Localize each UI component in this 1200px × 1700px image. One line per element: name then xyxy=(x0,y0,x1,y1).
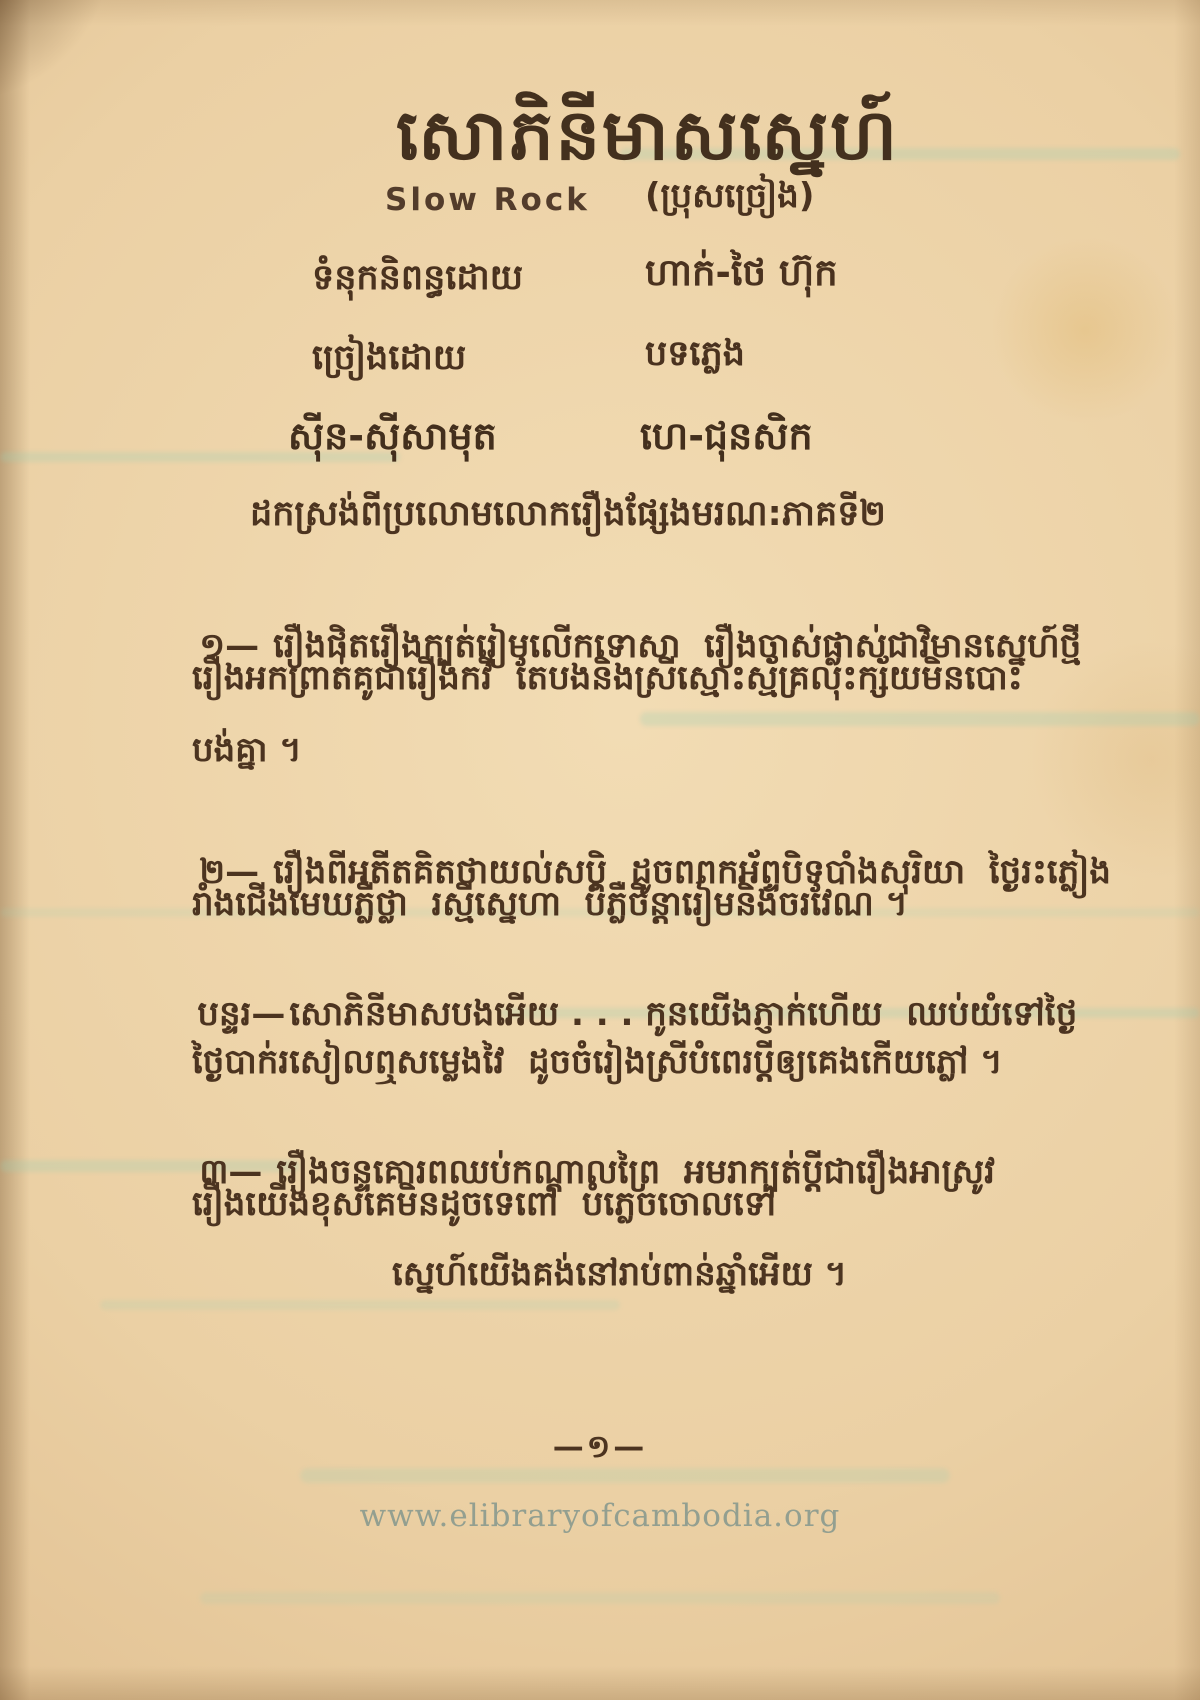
chorus-marker: បន្ទរ— xyxy=(197,994,286,1034)
verse3-line2: រឿងយើងខុសគេមិនដូចទេពៅ បំភ្លេចចោលទៅ xyxy=(192,1184,777,1224)
verse2-line2: រាំងជើងមេឃភ្លឺថ្លា រស្មីស្នេហា បំភ្លឺចិន្តារៀមនិងចរវែណ ។ xyxy=(192,884,908,924)
melody-by-name: ហេ-ជុនសិក xyxy=(640,414,813,458)
scan-streak xyxy=(640,712,1200,726)
verse2-marker: ២— xyxy=(199,852,260,892)
sung-by-label: ច្រៀងដោយ xyxy=(312,338,467,378)
closing-line: ស្នេហ៍យើងគង់នៅរាប់ពាន់ឆ្នាំអើយ ។ xyxy=(392,1254,848,1294)
verse1-marker: ១— xyxy=(199,626,260,666)
page-title: សោភិនីមាសស្នេហ៍ xyxy=(396,93,899,176)
page-number: —១— xyxy=(552,1429,648,1465)
singer-note: (ប្រុសច្រៀង) xyxy=(645,176,815,216)
verse2-line1-text: រឿងពីអតីតគិតថាយល់សប្ដិ ដូចពពកអ័ព្ទបិទបាំងសុរិយា ថ្ងៃរះភ្លៀង xyxy=(273,852,1112,892)
verse3-line1-text: រឿងចន្ទគោរពឈប់កណ្ដាលព្រៃ អមរាក្បត់ប្ដីជារឿងអាស្រូវ xyxy=(276,1152,995,1192)
verse1-line3: បង់គ្នា ។ xyxy=(192,730,302,770)
composer-name: ហាក់-ថៃ ហ៊ុក xyxy=(645,251,838,294)
verse3-marker: ៣— xyxy=(199,1152,263,1192)
verse1-line1-text: រឿងផិតរឿងក្បត់រៀមលើកទោសា រឿងចាស់ផ្លាស់ជាវិមានស្នេហ៍ថ្មី xyxy=(273,626,1082,666)
composed-by-label: ទំនុកនិពន្ធដោយ xyxy=(312,258,524,298)
source-line: ដកស្រង់ពីប្រលោមលោករឿងផ្សែងមរណ:ភាគទី២ xyxy=(250,494,886,534)
watermark-text: www.elibraryofcambodia.org xyxy=(359,1498,841,1534)
scan-streak xyxy=(200,1592,1000,1604)
chorus-line1-text: សោភិនីមាសបងអើយ . . . កូនយើងភ្ញាក់ហើយ ឈប់យំទៅថ្ងៃ xyxy=(289,994,1078,1034)
rhythm-label: Slow Rock xyxy=(385,182,590,218)
chorus-line2: ថ្ងៃបាក់រសៀលឮសម្លេងវៃ ដូចចំរៀងស្រីបំពេរប្ដីឲ្យគេងកើយភ្លៅ ។ xyxy=(192,1042,1003,1082)
singer-name: ស៊ីន-ស៊ីសាមុត xyxy=(288,414,497,458)
melody-label: បទភ្លេង xyxy=(645,334,745,374)
verse1-line2: រឿងអកព្រាត់គូជារឿងកវី តែបងនិងស្រីស្មោះស្ម័គ្រលុះក្ស័យមិនបោះ xyxy=(192,658,1023,698)
